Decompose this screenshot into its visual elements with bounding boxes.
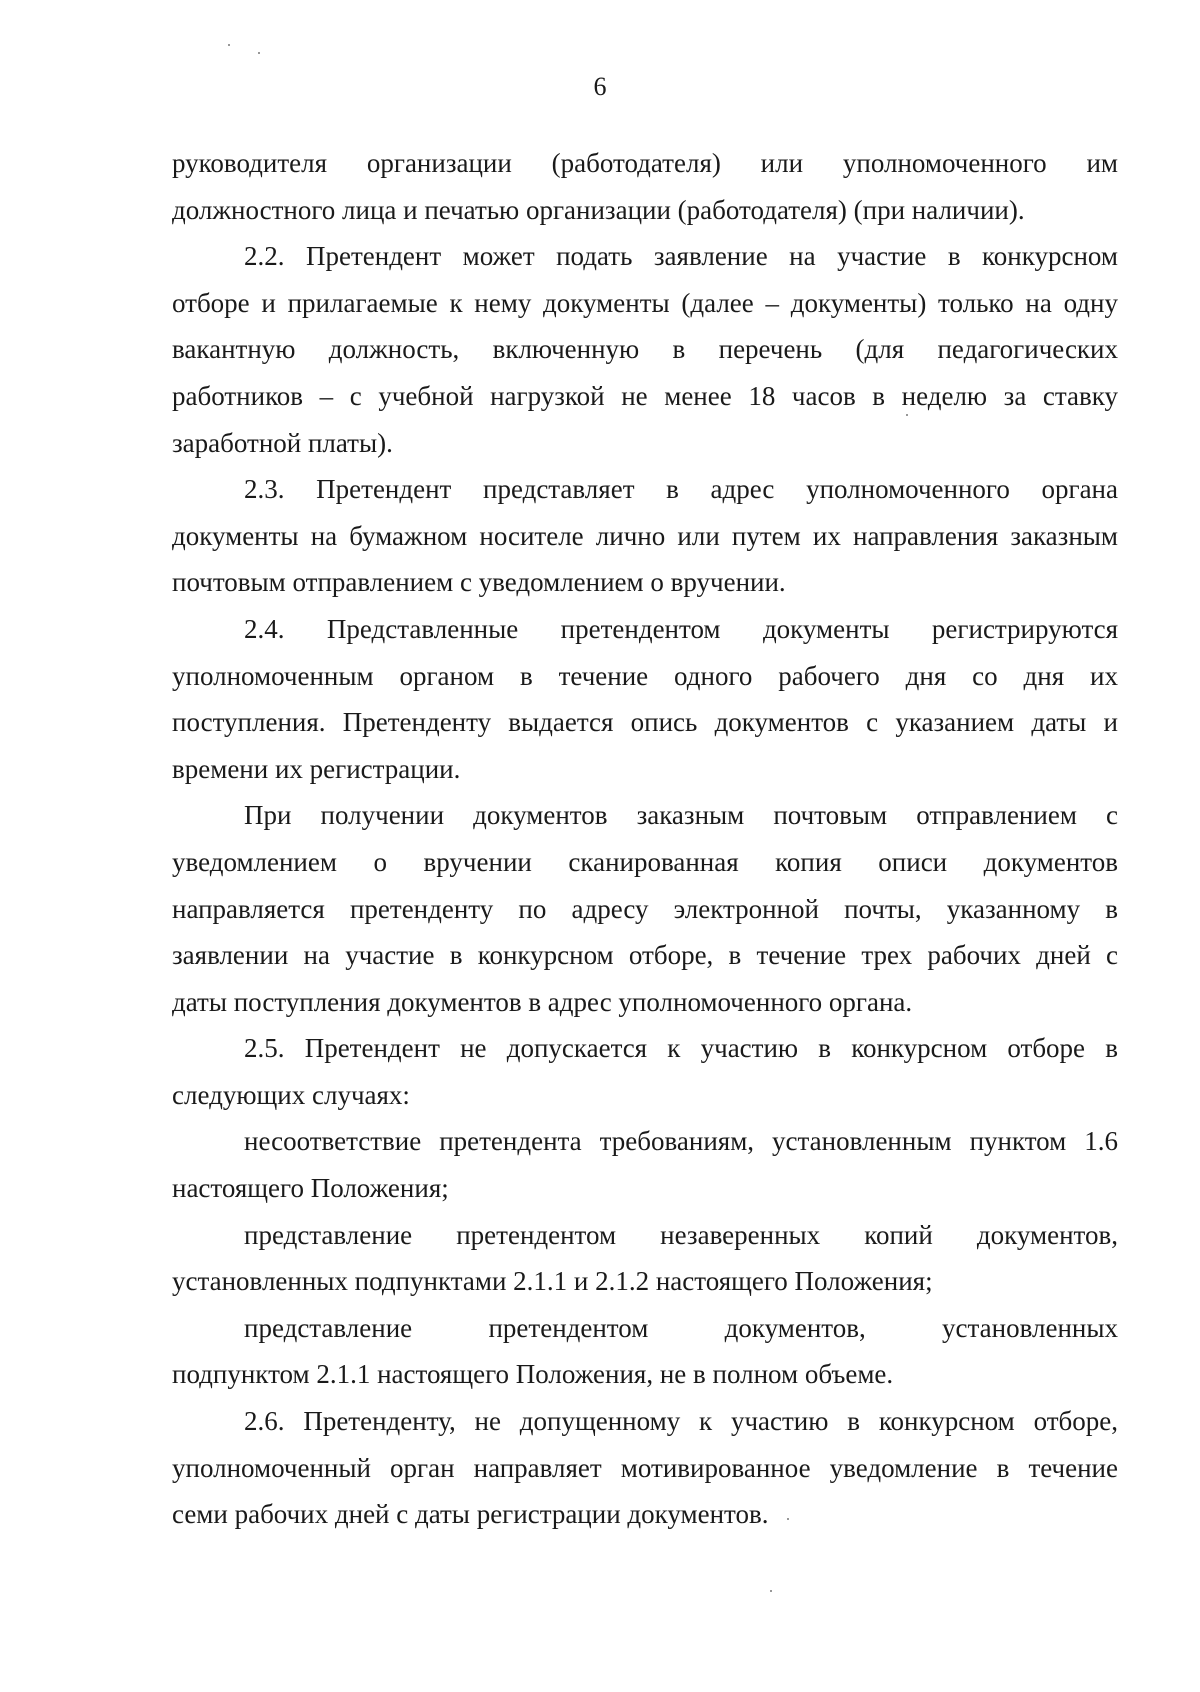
- text-line: 2.6. Претенденту, не допущенному к участию в конкурсном отборе,: [244, 1406, 1118, 1437]
- text-line: направляется претенденту по адресу электронной почты, указанному в: [172, 893, 1118, 924]
- scan-speck: [228, 44, 230, 46]
- text-line: представление претендентом документов, установленных: [244, 1312, 1118, 1343]
- text-line: подпунктом 2.1.1 настоящего Положения, не в полном объеме.: [172, 1359, 894, 1390]
- text-line: отборе и прилагаемые к нему документы (далее – документы) только на одну: [172, 287, 1118, 318]
- paragraph-2-4: [172, 606, 1118, 792]
- text-line: представление претендентом незаверенных копий документов,: [244, 1219, 1118, 1250]
- paragraph-continuation: [172, 140, 1118, 233]
- paragraph-2-3: [172, 466, 1118, 606]
- text-line: документы на бумажном носителе лично или путем их направления заказным: [172, 520, 1118, 551]
- text-line: 2.4. Представленные претендентом документы регистрируются: [244, 613, 1118, 644]
- page-number: 6: [593, 72, 607, 101]
- paragraph-2-6: [172, 1398, 1118, 1538]
- text-line: 2.5. Претендент не допускается к участию в конкурсном отборе в: [244, 1033, 1118, 1064]
- document-body: [172, 140, 1118, 1538]
- text-line: семи рабочих дней с даты регистрации документов.: [172, 1499, 769, 1530]
- scan-speck: [787, 1518, 789, 1520]
- text-line: При получении документов заказным почтовым отправлением с: [244, 800, 1118, 831]
- scan-speck: [770, 1590, 772, 1592]
- text-line: уполномоченным органом в течение одного рабочего дня со дня их: [172, 660, 1118, 691]
- text-line: даты поступления документов в адрес уполномоченного органа.: [172, 986, 913, 1017]
- text-line: уполномоченный орган направляет мотивированное уведомление в течение: [172, 1452, 1118, 1483]
- text-line: несоответствие претендента требованиям, установленным пунктом 1.6: [244, 1126, 1118, 1157]
- text-line: следующих случаях:: [172, 1079, 410, 1110]
- text-line: 2.3. Претендент представляет в адрес уполномоченного органа: [244, 474, 1118, 505]
- list-item: [172, 1212, 1118, 1305]
- list-item: [172, 1305, 1118, 1398]
- paragraph-2-2: [172, 233, 1118, 466]
- text-line: поступления. Претенденту выдается опись документов с указанием даты и: [172, 707, 1118, 738]
- text-line: руководителя организации (работодателя) или уполномоченного им: [172, 148, 1118, 178]
- text-line: 2.2. Претендент может подать заявление на участие в конкурсном: [244, 241, 1118, 272]
- list-item: [172, 1118, 1118, 1211]
- text-line: вакантную должность, включенную в перечень (для педагогических: [172, 334, 1118, 365]
- text-line: почтовым отправлением с уведомлением о вручении.: [172, 567, 786, 598]
- text-line: уведомлением о вручении сканированная копия описи документов: [172, 846, 1118, 877]
- text-line: заявлении на участие в конкурсном отборе, в течение трех рабочих дней с: [172, 940, 1118, 971]
- paragraph-2-4-mail: [172, 792, 1118, 1025]
- text-line: заработной платы).: [172, 427, 393, 458]
- text-line: работников – с учебной нагрузкой не менее 18 часов в неделю за ставку: [172, 380, 1118, 411]
- scan-speck: [906, 414, 908, 416]
- text-line: установленных подпунктами 2.1.1 и 2.1.2 настоящего Положения;: [172, 1266, 933, 1297]
- text-line: должностного лица и печатью организации (работодателя) (при наличии).: [172, 194, 1025, 225]
- paragraph-2-5: [172, 1025, 1118, 1118]
- text-line: настоящего Положения;: [172, 1173, 449, 1204]
- text-line: времени их регистрации.: [172, 753, 461, 784]
- scan-speck: [258, 52, 260, 54]
